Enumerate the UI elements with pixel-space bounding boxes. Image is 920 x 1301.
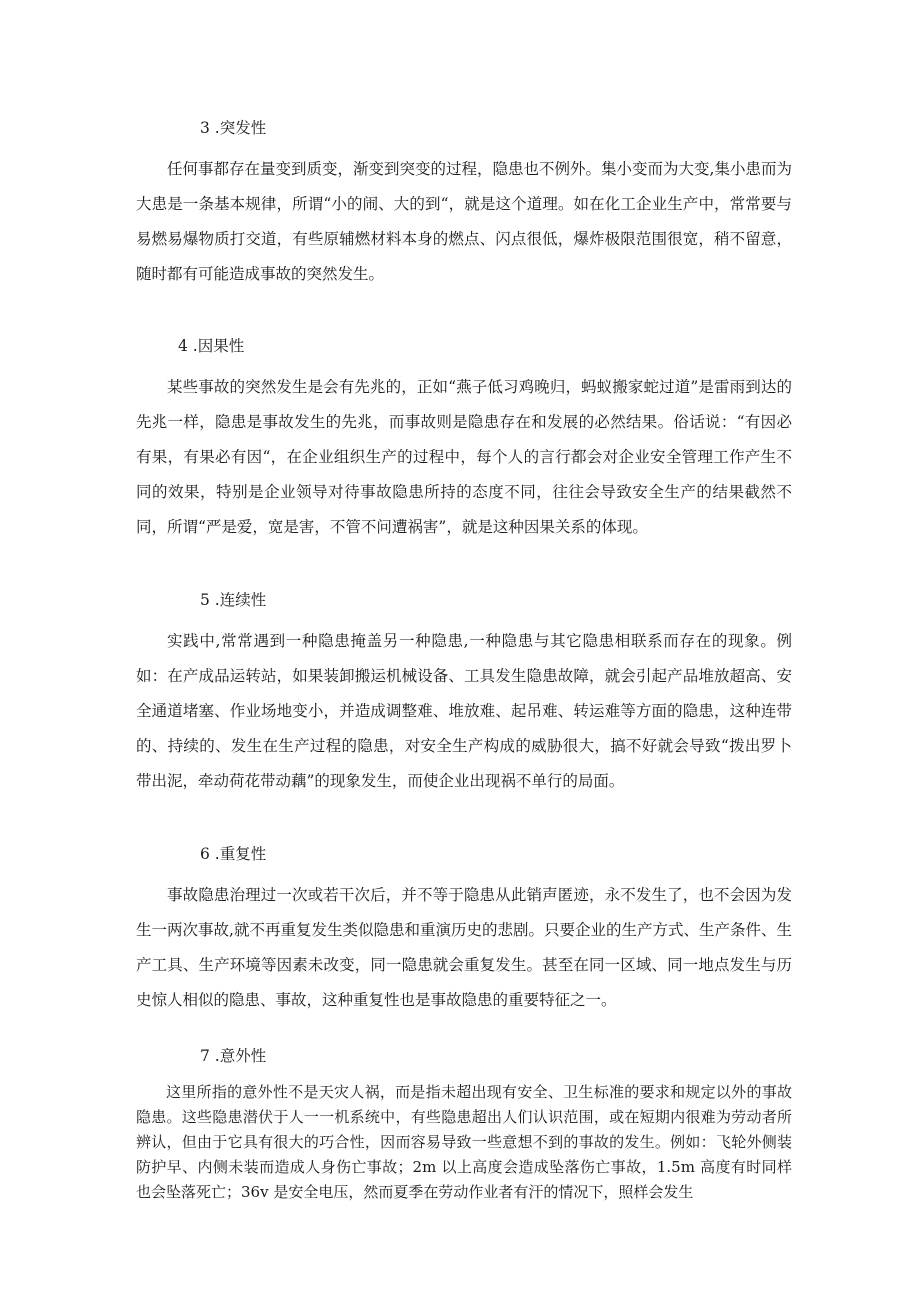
section-sudden: [136, 118, 792, 292]
section-paragraph: 事故隐患治理过一次或若干次后，并不等于隐患从此销声匿迹，永不发生了，也不会因为发生一两次事故,就不再重复发生类似隐患和重演历史的悲剧。只要企业的生产方式、生产条件、生产工具、生产环境等因素未改变，同一隐患就会重复发生。甚至在同一区域、同一地点发生与历史惊人相似的隐患、事故，这种重复性也是事故隐患的重要特征之一。: [136, 886, 792, 1009]
section-heading: 5 .连续性: [200, 591, 267, 609]
section-unexpectedness: [136, 1046, 792, 1205]
section-causality: [136, 336, 792, 545]
section-paragraph: 这里所指的意外性不是天灾人祸，而是指未超出现有安全、卫生标准的要求和规定以外的事故隐患。这些隐患潜伏于人一一机系统中，有些隐患超出人们认识范围，或在短期内很难为劳动者所辨认，但由于它具有很大的巧合性，因而容易导致一些意想不到的事故的发生。例如：飞轮外侧装防护早、内侧未装而造成人身伤亡事故；2m 以上高度会造成坠落伤亡事故，1.5m 高度有时同样也会坠落死亡；36v 是安全电压，然而夏季在劳动作业者有汗的情况下，照样会发生: [136, 1083, 792, 1201]
section-continuity: [136, 590, 792, 799]
section-repetition: [136, 844, 792, 1018]
section-heading: 3 .突发性: [200, 119, 267, 137]
section-paragraph: 某些事故的突然发生是会有先兆的，正如“燕子低习鸡晚归，蚂蚁搬家蛇过道”是雷雨到达的先兆一样，隐患是事故发生的先兆，而事故则是隐患存在和发展的必然结果。俗话说：“有因必有果，有果必有因“，在企业组织生产的过程中，每个人的言行都会对企业安全管理工作产生不同的效果，特别是企业领导对待事故隐患所持的态度不同，往往会导致安全生产的结果截然不同，所谓“严是爱，宽是害，不管不问遭祸害”，就是这种因果关系的体现。: [136, 378, 792, 536]
section-paragraph: 任何事都存在量变到质变，渐变到突变的过程，隐患也不例外。集小变而为大变,集小患而为大患是一条基本规律，所谓“小的闹、大的到“，就是这个道理。如在化工企业生产中，常常要与易燃易爆物质打交道，有些原辅燃材料本身的燃点、闪点很低，爆炸极限范围很宽，稍不留意，随时都有可能造成事故的突然发生。: [136, 160, 792, 283]
section-paragraph: 实践中,常常遇到一种隐患掩盖另一种隐患,一种隐患与其它隐患相联系而存在的现象。例如：在产成品运转站，如果装卸搬运机械设备、工具发生隐患故障，就会引起产品堆放超高、安全通道堵塞、作业场地变小，并造成调整难、堆放难、起吊难、转运难等方面的隐患，这种连带的、持续的、发生在生产过程的隐患，对安全生产构成的威胁很大，搞不好就会导致“拨出罗卜带出泥，牵动荷花带动藕”的现象发生，而使企业出现祸不单行的局面。: [136, 632, 792, 790]
section-heading: 7 .意外性: [200, 1047, 267, 1065]
section-heading: 6 .重复性: [200, 845, 267, 863]
section-heading: 4 .因果性: [178, 337, 245, 355]
